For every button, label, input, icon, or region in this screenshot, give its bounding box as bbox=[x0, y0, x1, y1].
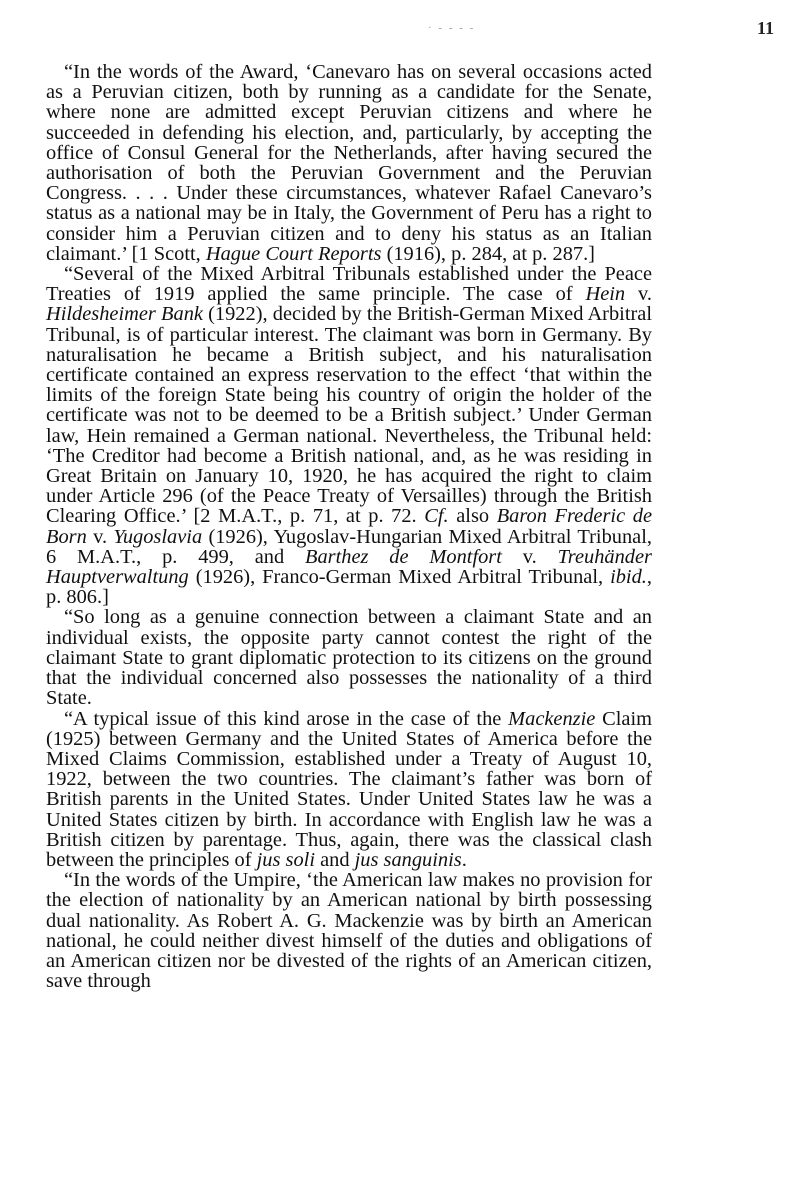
italic-text-run: Barthez de Montfort bbox=[305, 545, 502, 568]
header-marks: · - - - - bbox=[428, 22, 476, 34]
text-run: “A typical issue of this kind arose in the case of the bbox=[64, 707, 509, 730]
text-run: v. bbox=[625, 283, 652, 306]
text-run: “In the words of the Umpire, ‘the American law makes no provision for the election of nationality by an American national by birth possessing dual nationality. As Robert A. G. Mackenzie was by birth an American national, he could neither divest himself of the duties and obligations of an American citizen nor be divested of the rights of an American citizen, save through bbox=[46, 869, 652, 993]
italic-text-run: Hein bbox=[585, 283, 626, 306]
paragraph-genuine-connection bbox=[46, 607, 652, 708]
text-run: “Several of the Mixed Arbitral Tribunals established under the Peace Treaties of 1919 applied the same principle. The case of bbox=[46, 263, 652, 306]
italic-text-run: jus sanguinis bbox=[354, 848, 462, 871]
text-run: , p. 806.] bbox=[46, 566, 652, 609]
italic-text-run: Treuhänder Hauptverwaltung bbox=[46, 545, 652, 589]
page-number: 11 bbox=[756, 18, 774, 38]
text-run: “So long as a genuine connection between a claimant State and an individual exists, the opposite party cannot contest the right of the claimant State to grant diplomatic protection to its citizens on the ground that the individual concerned also possesses the nationality of a third State. bbox=[46, 606, 652, 710]
italic-text-run: Hildesheimer Bank bbox=[46, 303, 203, 326]
text-run: v. bbox=[501, 545, 558, 568]
italic-text-run: ibid. bbox=[610, 566, 647, 589]
paragraph-umpire-words bbox=[46, 870, 652, 991]
paragraph-canevaro-award bbox=[46, 62, 652, 264]
text-run: (1926), Franco-German Mixed Arbitral Tribunal, bbox=[188, 566, 611, 589]
paragraph-mixed-arbitral-tribunals bbox=[46, 264, 652, 607]
paragraph-mackenzie-claim bbox=[46, 709, 652, 871]
italic-text-run: jus soli bbox=[256, 848, 315, 871]
italic-text-run: Mackenzie bbox=[508, 707, 596, 730]
document-body bbox=[46, 62, 652, 991]
italic-text-run: Hague Court Reports bbox=[205, 242, 382, 265]
text-run: also bbox=[448, 505, 497, 528]
italic-text-run: Cf. bbox=[424, 505, 449, 528]
text-run: v. bbox=[86, 525, 114, 548]
text-run: Claim (1925) between Germany and the United States of America before the Mixed Claims Commission, established under a Treaty of August 10, 1922, between the two countries. The claimant’s father was born of British parents in the United States. Under United States law he was a United States citizen by birth. In accordance with English law he was a British citizen by parentage. Thus, again, there was the classical clash between the principles of bbox=[46, 707, 652, 871]
italic-text-run: Baron Frederic de Born bbox=[46, 505, 652, 548]
text-run: and bbox=[315, 848, 355, 871]
text-run: . bbox=[461, 848, 467, 871]
text-run: (1922), decided by the British-German Mixed Arbitral Tribunal, is of particular interest. The claimant was born in Germany. By naturalisation he became a British subject, and his naturalisation certificate contained an express reservation to the effect ‘that within the limits of the foreign State being his country of origin the holder of the certificate was not to be deemed to be a British subject.’ Under German law, Hein remained a German national. Nevertheless, the Tribunal held: ‘The Creditor had become a British national, and, as he was residing in Great Britain on January 10, 1920, he has acquired the right to claim under Article 296 (of the Peace Treaty of Versailles) through the British Clearing Office.’ [2 M.A.T., p. 71, at p. 72. bbox=[46, 303, 652, 528]
text-run: (1916), p. 284, at p. 287.] bbox=[381, 242, 595, 265]
italic-text-run: Yugoslavia bbox=[113, 525, 203, 548]
text-run: (1926), Yugoslav-Hungarian Mixed Arbitral Tribunal, 6 M.A.T., p. 499, and bbox=[46, 525, 652, 568]
text-run: “In the words of the Award, ‘Canevaro has on several occasions acted as a Peruvian citizen, both by running as a candidate for the Senate, where none are admitted except Peruvian citizens and where he succeeded in defending his election, and, particularly, by accepting the office of Consul General for the Netherlands, after having secured the authorisation of both the Peruvian Government and the Peruvian Congress. . . . Under these circumstances, whatever Rafael Canevaro’s status as a national may be in Italy, the Government of Peru has a right to consider him a Peruvian citizen and to deny his status as an Italian claimant.’ [1 Scott, bbox=[46, 61, 652, 265]
